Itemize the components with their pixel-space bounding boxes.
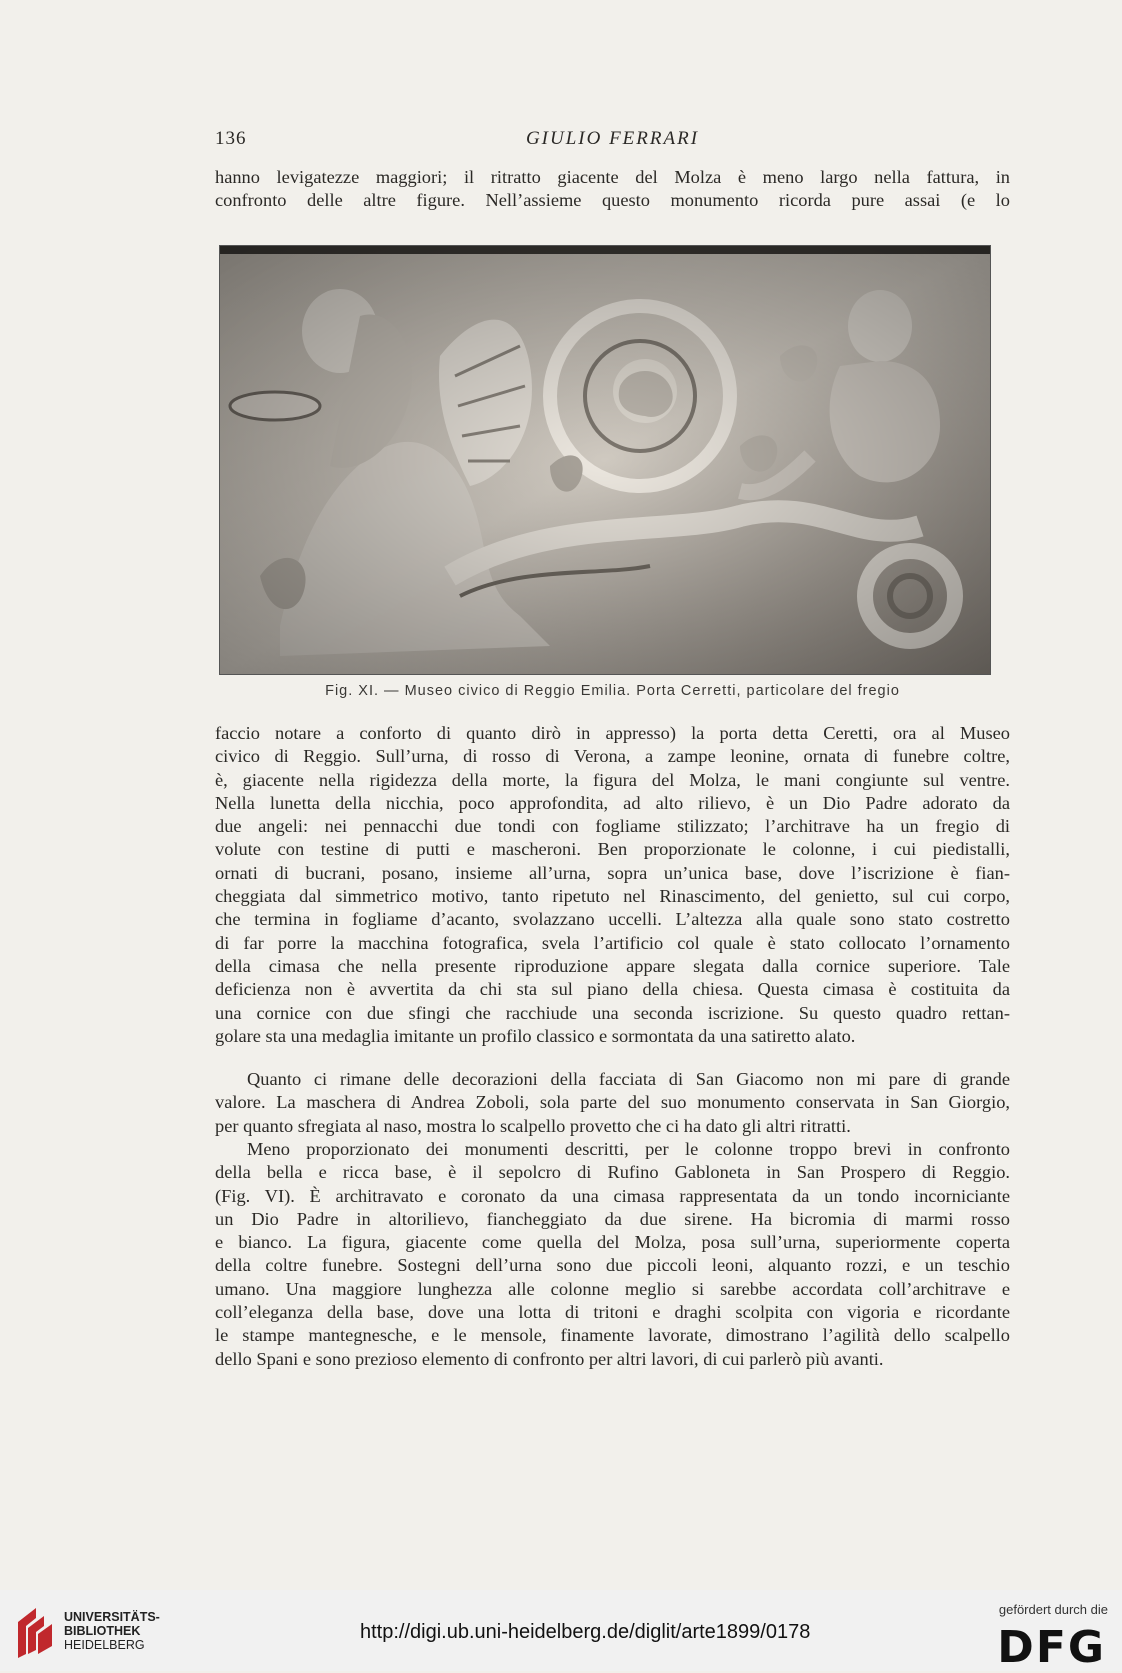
library-name-line1: UNIVERSITÄTS-: [64, 1610, 160, 1624]
text-line: volute con testine di putti e mascheroni. Ben proporzionate le colonne, i cui piedistalli,: [215, 839, 1010, 860]
text-line: le stampe mantegnesche, e le mensole, finamente lavorate, dimostrano l’agilità dello scalpello: [215, 1325, 1010, 1346]
text-line: è, giacente nella rigidezza della morte, la figura del Molza, le mani congiunte sul ventre.: [215, 769, 1010, 790]
text-line: due angeli: nei pennacchi due tondi con fogliame stilizzato; l’architrave ha un fregio di: [215, 816, 1010, 837]
page-header: [215, 128, 1010, 156]
text-line: di far porre la macchina fotografica, svela l’artificio col quale è stato collocato l’ornamento: [215, 932, 1010, 953]
text-line: cheggiata dal simmetrico motivo, tanto ripetuto nel Rinascimento, del genietto, sul cui corpo,: [215, 886, 1010, 907]
text-line: e bianco. La figura, giacente come quella del Molza, posa sull’urna, superiormente coperta: [215, 1232, 1010, 1253]
text-line: umano. Una maggiore lunghezza alle colonne meglio si sarebbe accordata coll’architrave e: [215, 1278, 1010, 1299]
paragraph-2: [215, 722, 1010, 1048]
paragraph-3: [215, 1068, 1010, 1138]
paragraph-1: [215, 166, 1010, 213]
relief-frieze-image: [220, 246, 990, 674]
text-line: confronto delle altre figure. Nell’assieme questo monumento ricorda pure assai (e lo: [215, 190, 1010, 211]
text-line: ornati di bucrani, posano, insieme all’urna, sopra un’unica base, dove l’iscrizione è fian-: [215, 862, 1010, 883]
viewer-footer: [0, 1590, 1122, 1671]
text-line: valore. La maschera di Andrea Zoboli, sola parte del suo monumento conservata in San Giorgio,: [215, 1092, 1010, 1113]
running-title: GIULIO FERRARI: [525, 128, 700, 149]
page-number: 136: [215, 128, 247, 149]
paragraph-4: [215, 1138, 1010, 1371]
figure-caption: Fig. XI. — Museo civico di Reggio Emilia. Porta Cerretti, particolare del fregio: [325, 683, 900, 699]
text-line: faccio notare a conforto di quanto dirò in appresso) la porta detta Ceretti, ora al Museo: [215, 723, 1010, 743]
text-line: un Dio Padre in altorilievo, fiancheggiato da due sirene. Ha bicromia di marmi rosso: [215, 1208, 1010, 1229]
text-line: della coltre funebre. Sostegni dell’urna sono due piccoli leoni, alquanto rozzi, e un teschio: [215, 1255, 1010, 1276]
text-line: una cornice con due sfingi che racchiude una seconda iscrizione. Su questo quadro rettan-: [215, 1002, 1010, 1023]
text-line: Quanto ci rimane delle decorazioni della facciata di San Giacomo non mi pare di grande: [247, 1069, 1010, 1089]
text-line: Nella lunetta della nicchia, poco approfondita, ad alto rilievo, è un Dio Padre adorato da: [215, 792, 1010, 813]
text-line: (Fig. VI). È architravato e coronato da una cimasa rappresentata da un tondo incorniciante: [215, 1185, 1010, 1206]
permalink-url[interactable]: http://digi.ub.uni-heidelberg.de/diglit/arte1899/0178: [360, 1621, 811, 1643]
library-name-line3: HEIDELBERG: [64, 1638, 145, 1652]
library-name-line2: BIBLIOTHEK: [64, 1624, 141, 1638]
library-name: [64, 1610, 160, 1652]
text-line: deficienza non è avvertita da chi sta sul piano della chiesa. Questa cimasa è costituita da: [215, 979, 1010, 1000]
text-line: coll’eleganza della base, dove una lotta di tritoni e draghi scolpita con vigoria e ricordante: [215, 1302, 1010, 1323]
text-line: della cimasa che nella presente riproduzione appare slegata dalla cornice superiore. Tale: [215, 955, 1010, 976]
figure-relief-photo: [219, 245, 991, 675]
university-library-logo-icon: [14, 1604, 56, 1660]
text-line: hanno levigatezze maggiori; il ritratto giacente del Molza è meno largo nella fattura, in: [215, 167, 1010, 187]
text-line: della bella e ricca base, è il sepolcro di Rufino Gabloneta in San Prospero di Reggio.: [215, 1162, 1010, 1183]
text-line: civico di Reggio. Sull’urna, di rosso di Verona, a zampe leonine, ornata di funebre coltre,: [215, 746, 1010, 767]
funding-label: gefördert durch die: [998, 1602, 1108, 1617]
text-line: Meno proporzionato dei monumenti descritti, per le colonne troppo brevi in confronto: [247, 1139, 1010, 1159]
text-line: golare sta una medaglia imitante un profilo classico e sormontata da una satiretto alato.: [215, 1025, 856, 1046]
text-line: dello Spani e sono prezioso elemento di confronto per altri lavori, di cui parlerò più avanti.: [215, 1348, 884, 1369]
text-line: per quanto sfregiata al naso, mostra lo scalpello provetto che ci ha dato gli altri ritratti.: [215, 1115, 851, 1136]
text-line: che termina in fogliame d’acanto, svolazzano uccelli. L’altezza alla quale sono stato costretto: [215, 909, 1010, 930]
dfg-logo: DFG: [997, 1622, 1106, 1673]
